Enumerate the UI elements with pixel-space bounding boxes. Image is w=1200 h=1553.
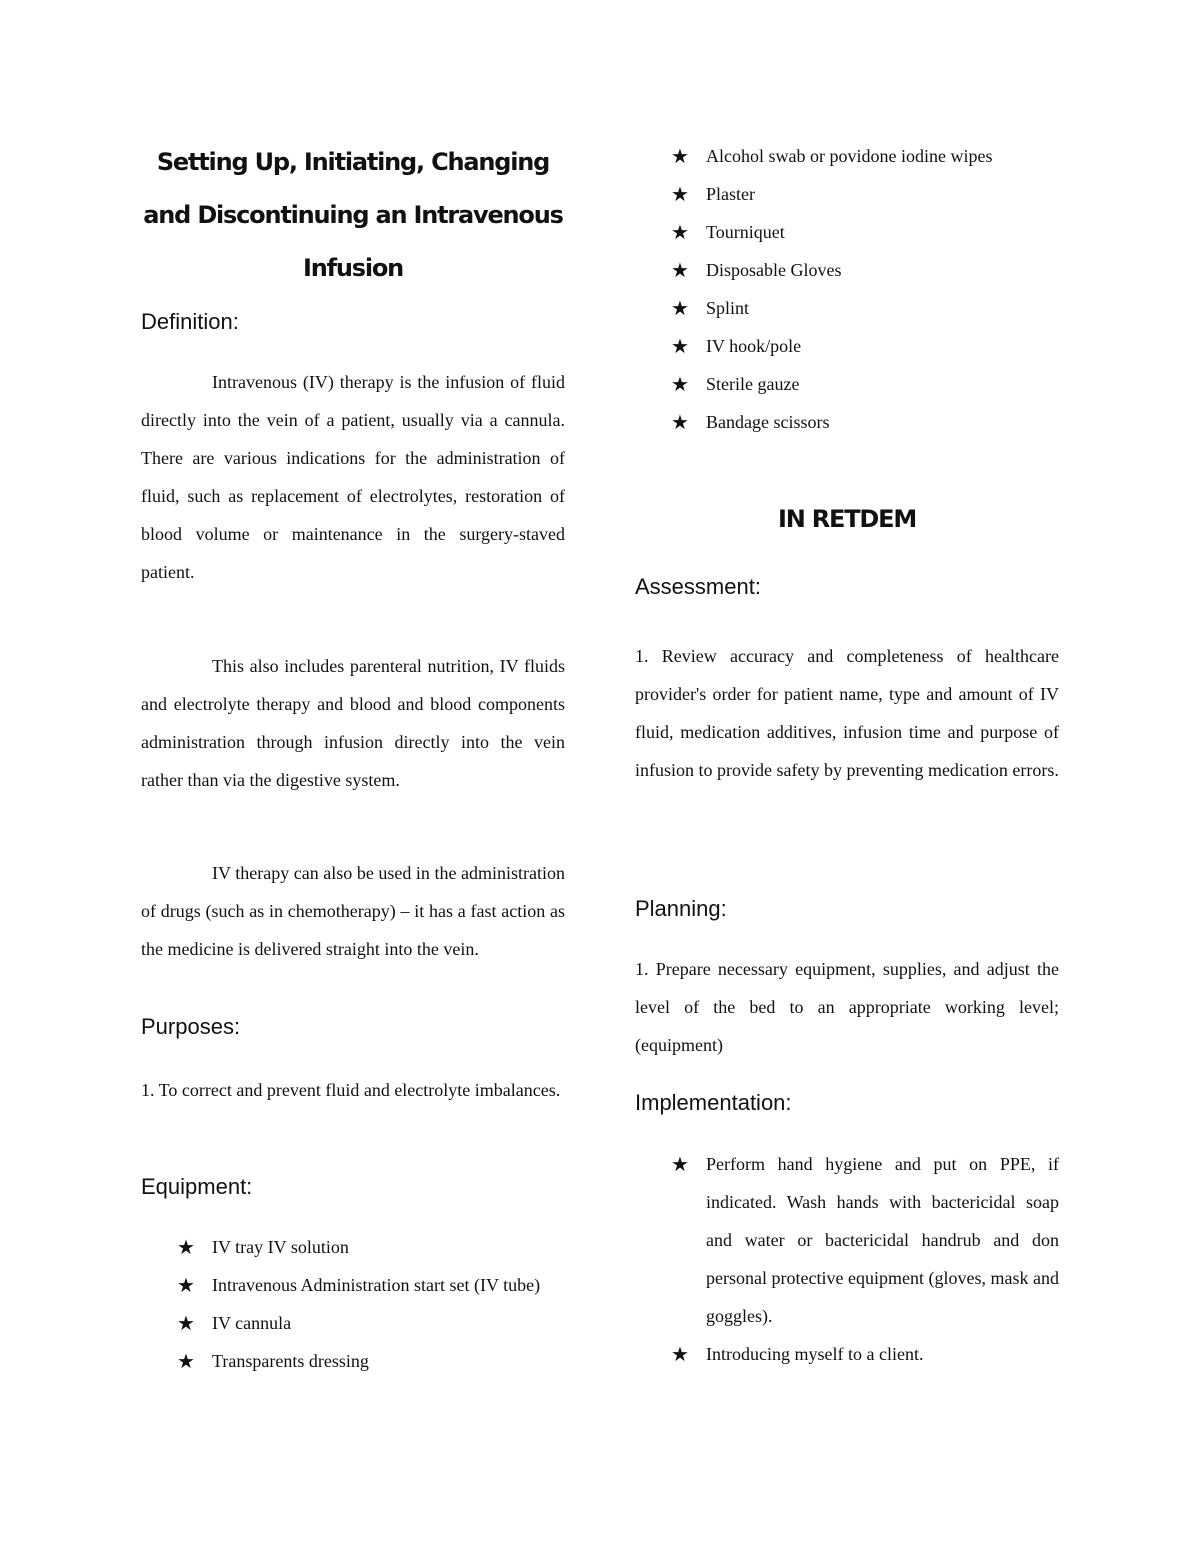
equipment-heading: Equipment: [141,1174,253,1199]
star-bullet-icon: ★ [671,182,689,206]
list-item [671,403,1059,441]
equipment-item: Tourniquet [706,222,785,242]
equipment-item: IV hook/pole [706,336,802,356]
implementation-list [671,1145,1059,1373]
star-bullet-icon: ★ [671,1152,689,1176]
list-item [671,175,1059,213]
list-item [671,289,1059,327]
equipment-item: Splint [706,298,750,318]
purposes-heading: Purposes: [141,1014,241,1039]
title-line: and Discontinuing an Intravenous [143,201,563,229]
star-bullet-icon: ★ [671,144,689,168]
equipment-list-right [671,137,1059,441]
list-item [177,1304,565,1342]
equipment-item: Transparents dressing [212,1351,369,1371]
definition-paragraph-2: This also includes parenteral nutrition, IV fluids and electrolyte therapy and blood and blood components administration through infusion directly into the vein rather than via the digestive system. [141,656,565,790]
star-bullet-icon: ★ [671,258,689,282]
equipment-item: Bandage scissors [706,412,830,432]
title-line: Infusion [302,254,404,282]
star-bullet-icon: ★ [671,296,689,320]
definition-heading: Definition: [141,309,239,334]
implementation-item: Introducing myself to a client. [706,1344,924,1364]
definition-paragraph-1: Intravenous (IV) therapy is the infusion of fluid directly into the vein of a patient, usually via a cannula. There are various indications for the administration of fluid, such as replacement of electrolytes, restoration of blood volume or maintenance in the surgery-staved patient. [141,372,565,582]
list-item [177,1266,565,1304]
planning-text: 1. Prepare necessary equipment, supplies, and adjust the level of the bed to an appropriate working level; (equipment) [635,959,1059,1055]
assessment-text: 1. Review accuracy and completeness of healthcare provider's order for patient name, type and amount of IV fluid, medication additives, infusion time and purpose of infusion to provide safety by preventing medication errors. [635,646,1059,780]
definition-paragraph-3: IV therapy can also be used in the administration of drugs (such as in chemotherapy) – it has a fast action as the medicine is delivered straight into the vein. [141,863,565,959]
section-title: IN RETDEM [777,505,917,533]
planning-heading: Planning: [635,896,727,921]
star-bullet-icon: ★ [177,1235,195,1259]
list-item [671,137,1059,175]
star-bullet-icon: ★ [177,1273,195,1297]
star-bullet-icon: ★ [671,1342,689,1366]
list-item [671,365,1059,403]
document-title [141,136,565,295]
list-item [671,213,1059,251]
equipment-item: Alcohol swab or povidone iodine wipes [706,146,993,166]
list-item [177,1228,565,1266]
star-bullet-icon: ★ [671,220,689,244]
list-item [177,1342,565,1380]
assessment-heading: Assessment: [635,574,761,599]
list-item [671,1335,1059,1373]
star-bullet-icon: ★ [671,334,689,358]
purposes-text: 1. To correct and prevent fluid and electrolyte imbalances. [141,1080,561,1100]
equipment-item: Intravenous Administration start set (IV tube) [212,1275,541,1295]
implementation-heading: Implementation: [635,1090,792,1115]
star-bullet-icon: ★ [177,1349,195,1373]
list-item [671,327,1059,365]
title-line: Setting Up, Initiating, Changing [156,148,550,176]
equipment-item: Sterile gauze [706,374,800,394]
equipment-item: Disposable Gloves [706,260,842,280]
list-item [671,1145,1059,1335]
star-bullet-icon: ★ [177,1311,195,1335]
equipment-item: IV cannula [212,1313,292,1333]
list-item [671,251,1059,289]
equipment-item: IV tray IV solution [212,1237,349,1257]
star-bullet-icon: ★ [671,410,689,434]
implementation-item: Perform hand hygiene and put on PPE, if indicated. Wash hands with bactericidal soap and water or bactericidal handrub and don personal protective equipment (gloves, mask and goggles). [706,1154,1059,1326]
equipment-item: Plaster [706,184,755,204]
equipment-list-left [177,1228,565,1380]
star-bullet-icon: ★ [671,372,689,396]
